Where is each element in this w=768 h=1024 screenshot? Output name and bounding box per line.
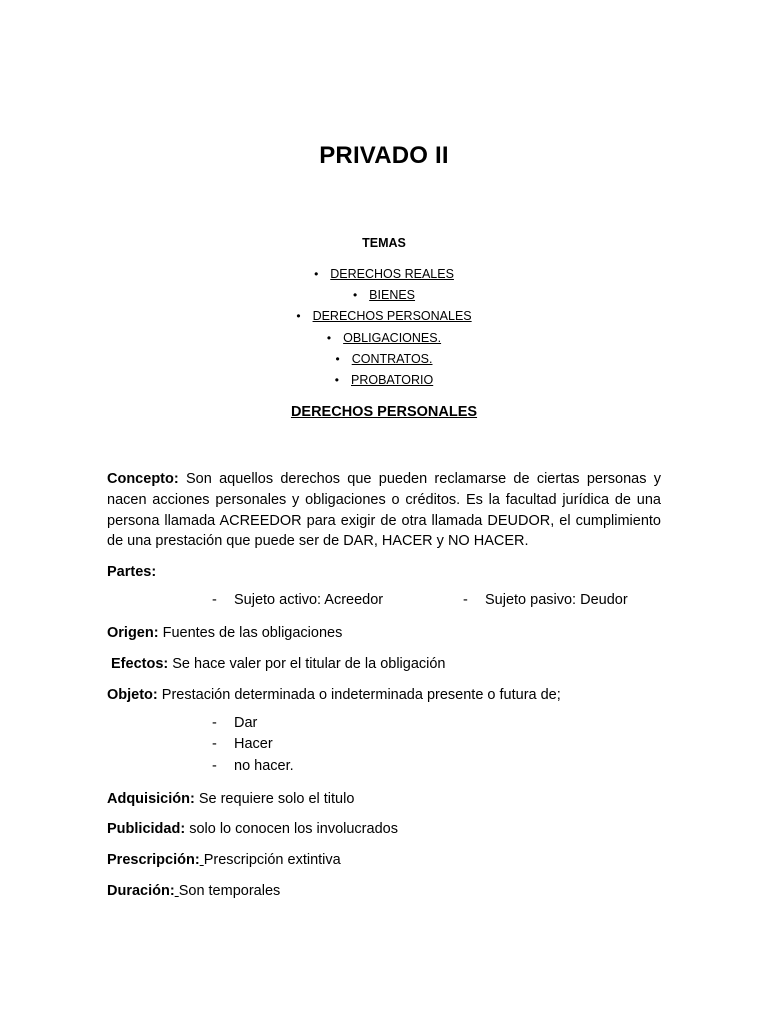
- efectos-row: [111, 654, 446, 674]
- publicidad-text: solo lo conocen los involucrados: [189, 821, 398, 837]
- objeto-item-text: Hacer: [234, 736, 273, 752]
- duracion-text: Son temporales: [178, 883, 281, 899]
- partes-activo: [212, 592, 383, 608]
- partes-label: Partes:: [107, 564, 157, 580]
- efectos-label: Efectos:: [111, 656, 169, 672]
- dash-icon: -: [212, 736, 217, 752]
- list-item: [0, 285, 768, 306]
- objeto-item-text: no hacer.: [234, 758, 294, 774]
- bullet-icon: •: [326, 330, 332, 345]
- list-item: [0, 328, 768, 349]
- topic-probatorio: PROBATORIO: [351, 372, 434, 387]
- objeto-label: Objeto:: [107, 687, 158, 703]
- origen-label: Origen:: [107, 625, 159, 641]
- dash-icon: -: [212, 758, 217, 774]
- publicidad-row: [107, 819, 398, 839]
- concepto-paragraph: [107, 469, 661, 552]
- bullet-icon: •: [296, 309, 301, 324]
- dash-icon: -: [212, 592, 217, 608]
- topic-bienes: BIENES: [369, 288, 416, 303]
- bullet-icon: •: [314, 267, 319, 281]
- publicidad-label: Publicidad:: [107, 821, 186, 837]
- topic-obligaciones: OBLIGACIONES.: [343, 330, 442, 345]
- bullet-icon: •: [335, 351, 340, 366]
- objeto-item-no-hacer: [212, 758, 294, 774]
- objeto-item-text: Dar: [234, 715, 258, 731]
- bullet-icon: •: [352, 288, 358, 303]
- list-item: [0, 264, 768, 285]
- partes-activo-text: Sujeto activo: Acreedor: [234, 592, 384, 608]
- efectos-text: Se hace valer por el titular de la obligación: [172, 656, 446, 672]
- adquisicion-row: [107, 789, 354, 809]
- dash-icon: -: [463, 592, 468, 608]
- partes-pasivo-text: Sujeto pasivo: Deudor: [485, 592, 628, 608]
- dash-icon: -: [212, 715, 217, 731]
- adquisicion-label: Adquisición:: [107, 791, 195, 807]
- origen-row: [107, 623, 342, 643]
- temas-heading: TEMAS: [362, 236, 406, 250]
- concepto-label: Concepto:: [107, 471, 179, 487]
- duracion-row: [107, 881, 280, 901]
- objeto-item-hacer: [212, 736, 273, 752]
- list-item: [0, 370, 768, 391]
- origen-text: Fuentes de las obligaciones: [162, 625, 343, 641]
- document-title: PRIVADO II: [319, 142, 449, 169]
- temas-list: [0, 264, 768, 391]
- list-item: [0, 349, 768, 370]
- topic-derechos-personales: DERECHOS PERSONALES: [312, 309, 472, 324]
- adquisicion-text: Se requiere solo el titulo: [198, 791, 355, 807]
- partes-heading: [107, 562, 156, 582]
- objeto-item-dar: [212, 715, 257, 731]
- objeto-row: [107, 685, 561, 705]
- topic-derechos-reales: DERECHOS REALES: [330, 267, 454, 281]
- prescripcion-row: [107, 850, 341, 870]
- list-item: [0, 306, 768, 327]
- duracion-label: Duración:: [107, 883, 175, 899]
- objeto-text: Prestación determinada o indeterminada presente o futura de;: [161, 687, 561, 703]
- concepto-text: Son aquellos derechos que pueden reclamarse de ciertas personas y nacen acciones personales y obligaciones o créditos. Es la facultad jurídica de una persona llamada ACREEDOR para exigir de otra llamada DEUDOR, el cumplimiento de una prestación que puede ser de DAR, HACER y NO HACER.: [107, 471, 662, 550]
- section-title: DERECHOS PERSONALES: [290, 404, 478, 420]
- prescripcion-label: Prescripción:: [107, 852, 200, 868]
- partes-pasivo: [463, 592, 628, 608]
- topic-contratos: CONTRATOS.: [351, 351, 433, 366]
- prescripcion-text: Prescripción extintiva: [203, 852, 341, 868]
- bullet-icon: •: [334, 372, 339, 387]
